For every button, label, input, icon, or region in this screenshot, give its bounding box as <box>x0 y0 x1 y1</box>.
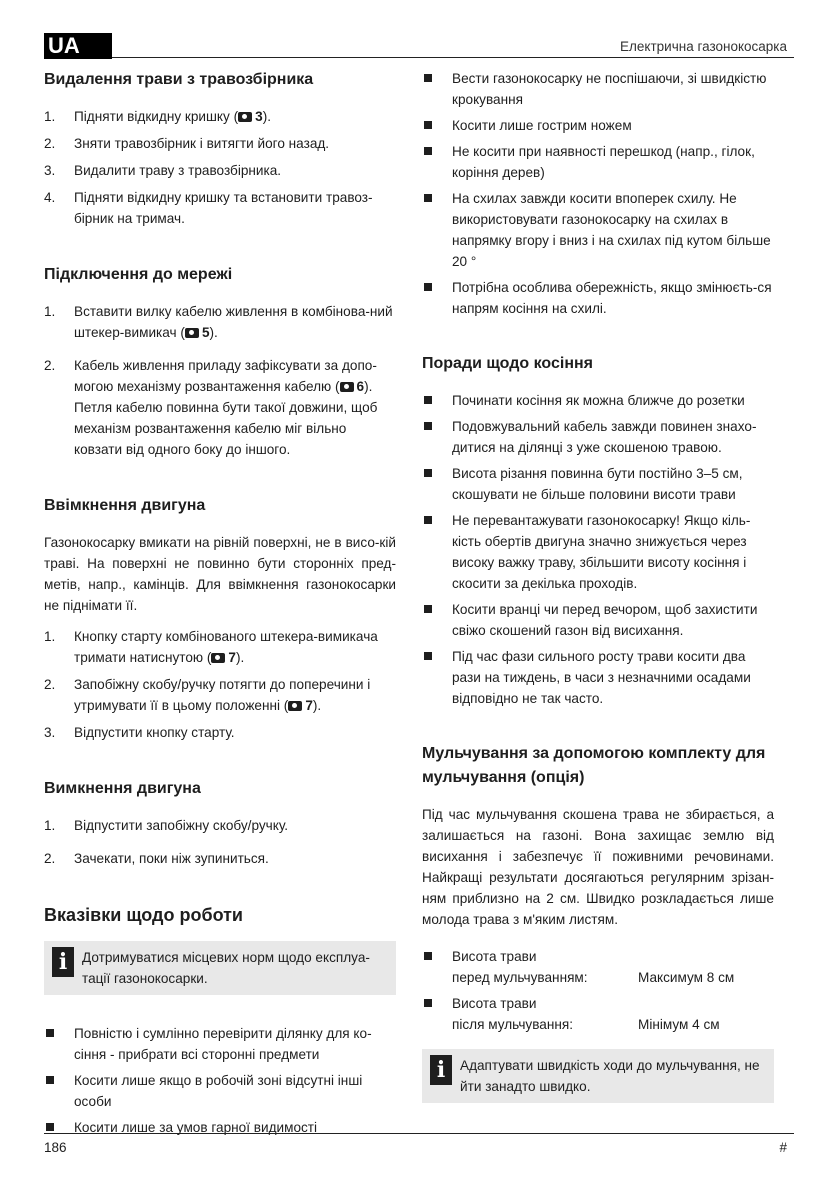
list-item: Висота трави після мульчування: Мінімум 4 см <box>422 993 774 1035</box>
list-item: Починати косіння як можна ближче до розетки <box>422 390 774 411</box>
list-item: Вести газонокосарку не поспішаючи, зі швидкістю крокування <box>422 68 774 110</box>
heading-mains: Підключення до мережі <box>44 266 233 283</box>
bullet-square-icon <box>424 74 432 82</box>
bullet-square-icon <box>424 952 432 960</box>
camera-icon <box>185 328 199 338</box>
info-icon: i <box>430 1055 452 1085</box>
list-item: Не перевантажувати газонокосарку! Якщо кіль-кість обертів двигуна значно знижується через високу важку траву, збільшити висоту косіння і скосити за декілька проходів. <box>422 510 774 594</box>
tips-bullets <box>422 390 774 709</box>
list-item: 4. Підняти відкидну кришку та встановити травоз-бірник на тримач. <box>44 190 373 226</box>
bullet-square-icon <box>424 396 432 404</box>
bullet-square-icon <box>46 1029 54 1037</box>
camera-icon <box>288 701 302 711</box>
list-item: 2. Запобіжну скобу/ручку потягти до поперечини і утримувати її в цьому положенні ( 7). <box>44 677 371 713</box>
list-item: 1. Відпустити запобіжну скобу/ручку. <box>44 818 289 833</box>
list-item: Косити лише за умов гарної видимості <box>44 1117 396 1138</box>
bullet-square-icon <box>46 1076 54 1084</box>
heading-motor-off: Вимкнення двигуна <box>44 780 201 797</box>
list-item: 1. Підняти відкидну кришку ( 3). <box>44 109 271 124</box>
page-number: 186 <box>44 1140 67 1155</box>
work-bullets-continued <box>422 68 774 319</box>
right-column <box>422 68 774 1131</box>
document-title: Електрична газонокосарка <box>620 39 787 54</box>
grass-removal-steps <box>44 106 396 229</box>
mains-steps <box>44 301 396 460</box>
camera-icon <box>211 653 225 663</box>
list-item: Не косити при наявності перешкод (напр., гілок, коріння дерев) <box>422 141 774 183</box>
list-item: Висота різання повинна бути постійно 3–5 см, скошувати не більше половини висоти трави <box>422 463 774 505</box>
info-icon: i <box>52 947 74 977</box>
list-item: Висота трави перед мульчуванням: Максимум 8 см <box>422 946 774 988</box>
motor-off-steps <box>44 815 396 869</box>
heading-grass-removal: Видалення трави з травозбірника <box>44 71 314 88</box>
heading-work: Вказівки щодо роботи <box>44 905 243 925</box>
language-badge: UA <box>44 33 112 59</box>
list-item: На схилах завжди косити впоперек схилу. Не використовувати газонокосарку на схилах в напрямку вгору і вниз і на схилах під кутом більше 20 ° <box>422 188 774 272</box>
bullet-square-icon <box>424 469 432 477</box>
bullet-square-icon <box>424 121 432 129</box>
heading-mulch: Мульчування за допомогою комплекту для мульчування (опція) <box>422 745 766 786</box>
list-item: Повністю і сумлінно перевірити ділянку для ко-сіння - прибрати всі сторонні предмети <box>44 1023 396 1065</box>
header-rule <box>112 57 794 58</box>
list-item: Під час фази сильного росту трави косити два рази на тиждень, в часи з незначними осадами відповідно не так часто. <box>422 646 774 709</box>
list-item: Потрібна особлива обережність, якщо змінюєть-ся напрям косіння на схилі. <box>422 277 774 319</box>
camera-icon <box>238 112 252 122</box>
heading-tips: Поради щодо косіння <box>422 355 593 372</box>
camera-icon <box>340 382 354 392</box>
list-item: 1. Кнопку старту комбінованого штекера-вимикача тримати натиснутою ( 7). <box>44 629 378 665</box>
list-item: 2. Зняти травозбірник і витягти його назад. <box>44 136 330 151</box>
heading-motor-on: Ввімкнення двигуна <box>44 497 206 514</box>
info-box <box>44 941 396 995</box>
list-item: Косити лише якщо в робочій зоні відсутні інші особи <box>44 1070 396 1112</box>
bullet-square-icon <box>46 1123 54 1131</box>
list-item: 1. Вставити вилку кабелю живлення в комбінова-ний штекер-вимикач ( 5). <box>44 304 393 340</box>
mulch-intro: Під час мульчування скошена трава не збирається, а залишається на газоні. Вона захищає землю від висихання і забезпечує її поживними речовинами. Найкращі результати досягаються регулярним зрізан-ням приблизно на 2 см. Швидко розкладається лише молода трава з м'яким листям. <box>422 807 774 927</box>
work-bullets <box>44 1023 396 1138</box>
bullet-square-icon <box>424 652 432 660</box>
list-item: 2. Кабель живлення приладу зафіксувати за допо-могою механізму розвантаження кабелю ( 6). Петля кабелю повинна бути такої довжини, щоб механізм розвантаження кабелю міг вільно ковзати від одного боку до іншого. <box>44 358 378 457</box>
bullet-square-icon <box>424 999 432 1007</box>
motor-on-steps <box>44 626 396 743</box>
info-text: Адаптувати швидкість ходи до мульчування, не йти занадто швидко. <box>460 1058 760 1094</box>
info-box <box>422 1049 774 1103</box>
bullet-square-icon <box>424 194 432 202</box>
bullet-square-icon <box>424 283 432 291</box>
info-text: Дотримуватися місцевих норм щодо експлуа-тації газонокосарки. <box>82 950 370 986</box>
bullet-square-icon <box>424 422 432 430</box>
bullet-square-icon <box>424 516 432 524</box>
mulch-heights <box>422 946 774 1035</box>
list-item: Косити лише гострим ножем <box>422 115 774 136</box>
list-item: 3. Відпустити кнопку старту. <box>44 725 235 740</box>
list-item: 3. Видалити траву з травозбірника. <box>44 163 282 178</box>
list-item: 2. Зачекати, поки ніж зупиниться. <box>44 851 269 866</box>
list-item: Косити вранці чи перед вечором, щоб захистити свіжо скошений газон від висихання. <box>422 599 774 641</box>
list-item: Подовжувальний кабель завжди повинен знахо-дитися на ділянці з уже скошеною травою. <box>422 416 774 458</box>
left-column <box>44 68 396 1143</box>
bullet-square-icon <box>424 605 432 613</box>
footer-rule <box>44 1133 794 1134</box>
footer-mark: # <box>779 1140 787 1155</box>
bullet-square-icon <box>424 147 432 155</box>
motor-on-intro: Газонокосарку вмикати на рівній поверхні, не в висо-кій траві. На поверхні не повинно бути сторонніх пред-метів, напр., камінців. Для ввімкнення газонокосарки не піднімати її. <box>44 535 396 613</box>
